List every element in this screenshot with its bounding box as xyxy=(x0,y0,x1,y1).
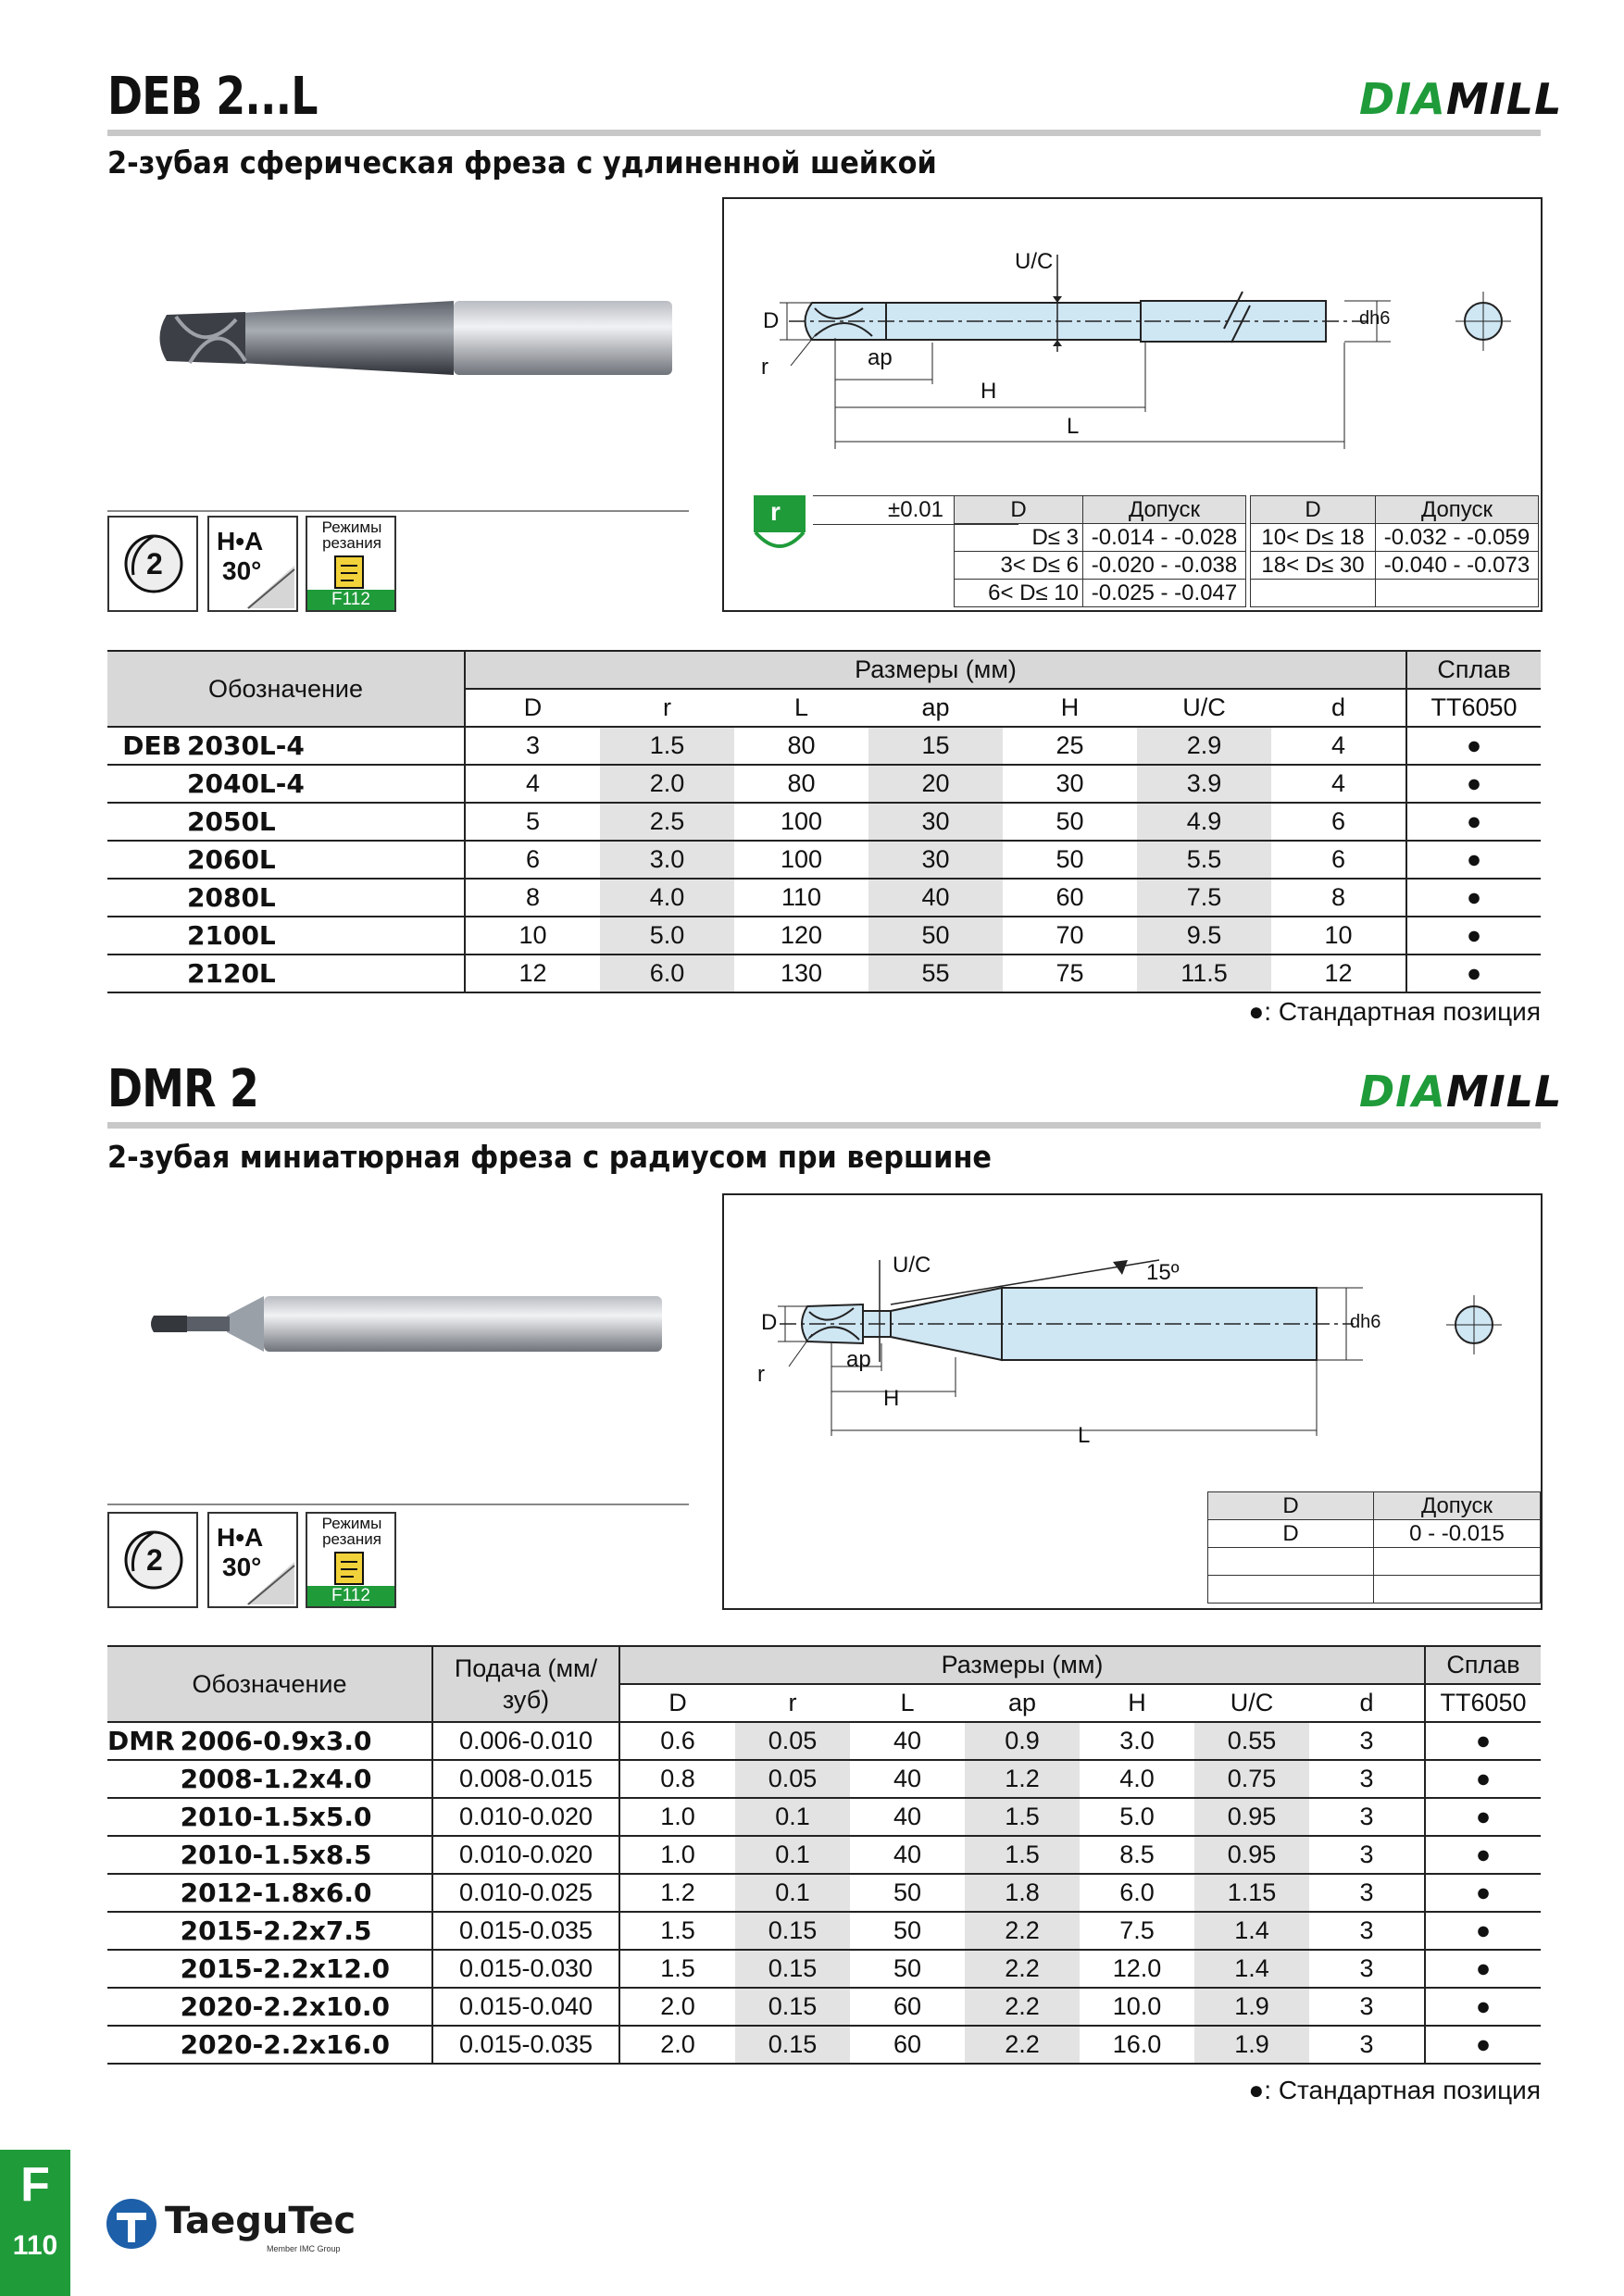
table-row xyxy=(107,1950,1541,1988)
standard-item-mark: ● xyxy=(1406,765,1541,803)
designation-prefix xyxy=(107,1988,181,2026)
standard-item-mark: ● xyxy=(1425,2026,1541,2064)
tol-range: 10< D≤ 18 xyxy=(1251,524,1376,552)
table-row xyxy=(107,841,1541,879)
dimension-cell: 2.5 xyxy=(600,803,734,841)
dmr-spec-table xyxy=(107,1645,1541,2065)
dimension-cell: 1.9 xyxy=(1194,1988,1309,2026)
dmr-cond-label: Режимы резания xyxy=(321,1515,382,1548)
col-header: TT6050 xyxy=(1406,689,1541,727)
dimension-cell: 20 xyxy=(868,765,1003,803)
dimension-cell: 70 xyxy=(1003,917,1137,955)
deb-tool-photo xyxy=(148,287,676,389)
dimension-cell: 50 xyxy=(850,1912,965,1950)
dimension-cell: 50 xyxy=(850,1874,965,1912)
dmr-h-grade: Сплав xyxy=(1425,1646,1541,1684)
dimension-cell: 3.9 xyxy=(1137,765,1271,803)
dimension-cell: 1.2 xyxy=(619,1874,735,1912)
deb-label-d: D xyxy=(763,308,780,333)
tol-value: -0.020 - -0.038 xyxy=(1083,552,1246,580)
deb-tol-col-tol: Допуск xyxy=(1376,496,1539,524)
deb-title-rule xyxy=(107,130,1541,136)
dimension-cell: 6 xyxy=(1271,803,1406,841)
feed-cell: 0.015-0.035 xyxy=(432,2026,619,2064)
deb-cond-label: Режимы резания xyxy=(321,518,382,552)
dimension-cell: 2.0 xyxy=(619,2026,735,2064)
section-tab xyxy=(0,2150,70,2296)
dimension-cell: 4 xyxy=(1271,727,1406,765)
dimension-cell: 80 xyxy=(734,727,868,765)
page-number: 110 xyxy=(12,2230,58,2261)
dimension-cell: 8 xyxy=(465,879,600,917)
dmr-label-r: r xyxy=(757,1362,765,1387)
table-row xyxy=(107,1760,1541,1798)
designation-prefix xyxy=(107,803,187,841)
dmr-label-angle: 15º xyxy=(1146,1260,1180,1285)
dimension-cell: 30 xyxy=(868,841,1003,879)
standard-item-mark: ● xyxy=(1406,841,1541,879)
dimension-cell: 5.5 xyxy=(1137,841,1271,879)
deb-cond-page: F112 xyxy=(307,590,394,610)
designation-prefix xyxy=(107,1798,181,1836)
dmr-tol-col-d: D xyxy=(1208,1492,1374,1520)
dimension-cell: 6.0 xyxy=(1080,1874,1194,1912)
designation-code: 2015-2.2x7.5 xyxy=(181,1912,432,1950)
designation-code: 2010-1.5x8.5 xyxy=(181,1836,432,1874)
dimension-cell: 3 xyxy=(1309,1836,1425,1874)
designation-prefix xyxy=(107,841,187,879)
dmr-h-designation: Обозначение xyxy=(107,1646,432,1722)
dimension-cell: 3 xyxy=(1309,1950,1425,1988)
dimension-cell: 0.15 xyxy=(735,2026,850,2064)
logo-prefix: DIA xyxy=(1359,74,1446,124)
deb-label-h: H xyxy=(981,379,997,404)
dimension-cell: 1.15 xyxy=(1194,1874,1309,1912)
taegutec-emblem-icon xyxy=(104,2196,159,2252)
dimension-cell: 5.0 xyxy=(1080,1798,1194,1836)
dimension-cell: 40 xyxy=(850,1760,965,1798)
dmr-label-h: H xyxy=(883,1386,900,1411)
col-header: ap xyxy=(868,689,1003,727)
dimension-cell: 1.2 xyxy=(965,1760,1080,1798)
feed-cell: 0.010-0.020 xyxy=(432,1836,619,1874)
dmr-tolerance-table xyxy=(1207,1491,1541,1603)
deb-label-uc: U/C xyxy=(1015,249,1054,274)
deb-r-tolerance: ±0.01 xyxy=(813,495,1018,525)
dimension-cell: 12 xyxy=(1271,955,1406,992)
dimension-cell: 40 xyxy=(850,1836,965,1874)
brand-logo xyxy=(1359,1067,1562,1117)
dimension-cell: 11.5 xyxy=(1137,955,1271,992)
dimension-cell: 0.15 xyxy=(735,1988,850,2026)
designation-code: 2010-1.5x5.0 xyxy=(181,1798,432,1836)
dmr-helix-angle: 30° xyxy=(222,1553,262,1581)
dimension-cell: 30 xyxy=(1003,765,1137,803)
col-header: U/C xyxy=(1137,689,1271,727)
dimension-cell: 40 xyxy=(850,1798,965,1836)
dimension-cell: 0.95 xyxy=(1194,1798,1309,1836)
designation-prefix xyxy=(107,1950,181,1988)
designation-prefix xyxy=(107,879,187,917)
dimension-cell: 80 xyxy=(734,765,868,803)
tol-range: 6< D≤ 10 xyxy=(955,580,1083,607)
dmr-subtitle: 2-зубая миниатюрная фреза с радиусом при вершине xyxy=(107,1139,993,1175)
tol-range xyxy=(1208,1576,1374,1603)
dimension-cell: 1.0 xyxy=(619,1798,735,1836)
dmr-cutting-conditions-icon xyxy=(306,1512,396,1608)
tol-value: -0.014 - -0.028 xyxy=(1083,524,1246,552)
designation-prefix xyxy=(107,765,187,803)
feed-cell: 0.008-0.015 xyxy=(432,1760,619,1798)
table-row xyxy=(107,2026,1541,2064)
dimension-cell: 0.1 xyxy=(735,1874,850,1912)
dimension-cell: 0.05 xyxy=(735,1722,850,1760)
col-header: TT6050 xyxy=(1425,1684,1541,1722)
dimension-cell: 9.5 xyxy=(1137,917,1271,955)
dimension-cell: 12 xyxy=(465,955,600,992)
deb-tolerance-table-right xyxy=(1250,495,1539,607)
deb-r-icon xyxy=(754,495,806,551)
tol-range: 3< D≤ 6 xyxy=(955,552,1083,580)
col-header: D xyxy=(465,689,600,727)
dimension-cell: 3 xyxy=(1309,1988,1425,2026)
table-row xyxy=(107,1836,1541,1874)
dmr-label-uc: U/C xyxy=(893,1253,931,1278)
dimension-cell: 1.5 xyxy=(619,1912,735,1950)
dimension-cell: 6 xyxy=(1271,841,1406,879)
feed-cell: 0.010-0.020 xyxy=(432,1798,619,1836)
designation-prefix xyxy=(107,955,187,992)
dimension-cell: 4.0 xyxy=(1080,1760,1194,1798)
dimension-cell: 5 xyxy=(465,803,600,841)
dimension-cell: 0.1 xyxy=(735,1798,850,1836)
dimension-cell: 4 xyxy=(1271,765,1406,803)
designation-code: 2060L xyxy=(187,841,465,879)
dmr-title-rule xyxy=(107,1122,1541,1129)
dmr-label-ap: ap xyxy=(846,1347,871,1372)
dimension-cell: 3.0 xyxy=(1080,1722,1194,1760)
col-header: U/C xyxy=(1194,1684,1309,1722)
standard-item-mark: ● xyxy=(1425,1950,1541,1988)
dimension-cell: 4.9 xyxy=(1137,803,1271,841)
col-header: L xyxy=(850,1684,965,1722)
dimension-cell: 3 xyxy=(1309,1760,1425,1798)
dimension-cell: 100 xyxy=(734,803,868,841)
deb-title: DEB 2...L xyxy=(107,67,318,127)
dmr-helix-label: H•A xyxy=(217,1523,264,1552)
deb-helix-icon xyxy=(207,516,298,612)
dimension-cell: 50 xyxy=(868,917,1003,955)
table-row xyxy=(107,1912,1541,1950)
tol-range: D xyxy=(1208,1520,1374,1548)
dimension-cell: 60 xyxy=(1003,879,1137,917)
designation-prefix xyxy=(107,917,187,955)
designation-code: 2020-2.2x16.0 xyxy=(181,2026,432,2064)
designation-prefix: DEB xyxy=(107,727,187,765)
dimension-cell: 0.95 xyxy=(1194,1836,1309,1874)
col-header: H xyxy=(1003,689,1137,727)
standard-item-mark: ● xyxy=(1425,1722,1541,1760)
dimension-cell: 50 xyxy=(850,1950,965,1988)
deb-drawing-box xyxy=(722,197,1543,612)
deb-flutes-count: 2 xyxy=(146,547,163,580)
dmr-drawing-box xyxy=(722,1193,1543,1610)
dimension-cell: 50 xyxy=(1003,803,1137,841)
dimension-cell: 2.2 xyxy=(965,1950,1080,1988)
table-row xyxy=(107,955,1541,992)
dimension-cell: 30 xyxy=(868,803,1003,841)
designation-prefix xyxy=(107,1836,181,1874)
dimension-cell: 100 xyxy=(734,841,868,879)
tol-value: -0.040 - -0.073 xyxy=(1376,552,1539,580)
dimension-cell: 25 xyxy=(1003,727,1137,765)
dimension-cell: 16.0 xyxy=(1080,2026,1194,2064)
dimension-cell: 60 xyxy=(850,2026,965,2064)
dimension-cell: 1.9 xyxy=(1194,2026,1309,2064)
dimension-cell: 3 xyxy=(1309,1798,1425,1836)
dimension-cell: 3 xyxy=(1309,2026,1425,2064)
designation-prefix xyxy=(107,1874,181,1912)
dmr-icon-rule xyxy=(107,1504,689,1505)
table-row xyxy=(107,1798,1541,1836)
dimension-cell: 40 xyxy=(868,879,1003,917)
dmr-cond-page: F112 xyxy=(307,1586,394,1606)
company-member-note: Member IMC Group xyxy=(267,2244,341,2253)
dimension-cell: 0.75 xyxy=(1194,1760,1309,1798)
logo-prefix: DIA xyxy=(1359,1067,1446,1117)
tol-range xyxy=(1208,1548,1374,1576)
logo-suffix: MILL xyxy=(1445,74,1563,124)
tol-value: -0.025 - -0.047 xyxy=(1083,580,1246,607)
deb-icon-rule xyxy=(107,510,689,512)
tol-range: 18< D≤ 30 xyxy=(1251,552,1376,580)
dimension-cell: 2.2 xyxy=(965,1912,1080,1950)
dimension-cell: 1.4 xyxy=(1194,1950,1309,1988)
dimension-cell: 3.0 xyxy=(600,841,734,879)
dimension-cell: 6 xyxy=(465,841,600,879)
designation-code: 2015-2.2x12.0 xyxy=(181,1950,432,1988)
designation-code: 2040L-4 xyxy=(187,765,465,803)
dimension-cell: 55 xyxy=(868,955,1003,992)
dmr-title: DMR 2 xyxy=(107,1059,259,1119)
tol-value: -0.032 - -0.059 xyxy=(1376,524,1539,552)
deb-spec-table xyxy=(107,650,1541,993)
standard-item-mark: ● xyxy=(1406,727,1541,765)
dmr-tol-col-tol: Допуск xyxy=(1374,1492,1541,1520)
standard-item-mark: ● xyxy=(1406,917,1541,955)
dmr-label-d: D xyxy=(761,1310,778,1335)
deb-r-label: r xyxy=(770,497,781,526)
col-header: D xyxy=(619,1684,735,1722)
standard-item-mark: ● xyxy=(1425,1874,1541,1912)
standard-item-mark: ● xyxy=(1425,1912,1541,1950)
dimension-cell: 7.5 xyxy=(1137,879,1271,917)
designation-code: 2030L-4 xyxy=(187,727,465,765)
dimension-cell: 10 xyxy=(465,917,600,955)
dmr-tool-photo xyxy=(148,1292,667,1356)
dimension-cell: 2.2 xyxy=(965,2026,1080,2064)
feed-cell: 0.015-0.040 xyxy=(432,1988,619,2026)
deb-flutes-icon xyxy=(107,516,198,612)
dimension-cell: 6.0 xyxy=(600,955,734,992)
deb-label-l: L xyxy=(1067,414,1080,439)
table-row xyxy=(107,917,1541,955)
dimension-cell: 5.0 xyxy=(600,917,734,955)
dimension-cell: 1.5 xyxy=(965,1798,1080,1836)
col-header: r xyxy=(735,1684,850,1722)
col-header: d xyxy=(1271,689,1406,727)
table-row xyxy=(107,879,1541,917)
deb-label-r: r xyxy=(761,355,768,380)
deb-tol-col-tol: Допуск xyxy=(1083,496,1246,524)
dimension-cell: 1.4 xyxy=(1194,1912,1309,1950)
designation-prefix xyxy=(107,2026,181,2064)
dimension-cell: 2.2 xyxy=(965,1988,1080,2026)
dimension-cell: 130 xyxy=(734,955,868,992)
section-letter: F xyxy=(20,2158,50,2212)
standard-item-mark: ● xyxy=(1406,803,1541,841)
tol-value xyxy=(1374,1548,1541,1576)
deb-helix-label: H•A xyxy=(217,527,264,555)
dimension-cell: 1.8 xyxy=(965,1874,1080,1912)
designation-code: 2020-2.2x10.0 xyxy=(181,1988,432,2026)
deb-cutting-conditions-icon xyxy=(306,516,396,612)
deb-h-dimensions: Размеры (мм) xyxy=(465,651,1406,689)
dimension-cell: 3 xyxy=(1309,1874,1425,1912)
col-header: r xyxy=(600,689,734,727)
dmr-flutes-count: 2 xyxy=(146,1543,163,1577)
col-header: ap xyxy=(965,1684,1080,1722)
dimension-cell: 0.6 xyxy=(619,1722,735,1760)
dimension-cell: 4 xyxy=(465,765,600,803)
dimension-cell: 0.55 xyxy=(1194,1722,1309,1760)
designation-code: 2080L xyxy=(187,879,465,917)
standard-item-mark: ● xyxy=(1425,1836,1541,1874)
logo-suffix: MILL xyxy=(1445,1067,1563,1117)
designation-code: 2120L xyxy=(187,955,465,992)
standard-item-mark: ● xyxy=(1406,879,1541,917)
dmr-legend-note: ●: Стандартная позиция xyxy=(1248,2076,1541,2104)
deb-label-dh6: dh6 xyxy=(1359,308,1391,329)
designation-prefix xyxy=(107,1912,181,1950)
deb-tolerance-table-left xyxy=(954,495,1246,607)
deb-h-grade: Сплав xyxy=(1406,651,1541,689)
dimension-cell: 0.1 xyxy=(735,1836,850,1874)
dimension-cell: 12.0 xyxy=(1080,1950,1194,1988)
feed-cell: 0.015-0.030 xyxy=(432,1950,619,1988)
table-row xyxy=(107,1722,1541,1760)
dmr-flutes-icon xyxy=(107,1512,198,1608)
designation-code: 2012-1.8x6.0 xyxy=(181,1874,432,1912)
dimension-cell: 50 xyxy=(1003,841,1137,879)
dimension-cell: 7.5 xyxy=(1080,1912,1194,1950)
designation-code: 2006-0.9x3.0 xyxy=(181,1722,432,1760)
dmr-label-dh6: dh6 xyxy=(1350,1312,1381,1332)
dmr-label-l: L xyxy=(1078,1423,1091,1448)
dimension-cell: 0.15 xyxy=(735,1912,850,1950)
dmr-helix-icon xyxy=(207,1512,298,1608)
standard-item-mark: ● xyxy=(1425,1760,1541,1798)
feed-cell: 0.010-0.025 xyxy=(432,1874,619,1912)
col-header: L xyxy=(734,689,868,727)
dimension-cell: 2.9 xyxy=(1137,727,1271,765)
deb-legend-note: ●: Стандартная позиция xyxy=(1248,997,1541,1026)
dmr-h-feed: Подача (мм/зуб) xyxy=(432,1646,619,1722)
tol-range xyxy=(1251,580,1376,607)
dimension-cell: 1.5 xyxy=(600,727,734,765)
dimension-cell: 3 xyxy=(1309,1722,1425,1760)
table-row xyxy=(107,803,1541,841)
deb-tol-col-d: D xyxy=(1251,496,1376,524)
dimension-cell: 0.15 xyxy=(735,1950,850,1988)
deb-tol-col-d: D xyxy=(955,496,1083,524)
standard-item-mark: ● xyxy=(1406,955,1541,992)
designation-prefix xyxy=(107,1760,181,1798)
dimension-cell: 1.5 xyxy=(619,1950,735,1988)
tol-value xyxy=(1376,580,1539,607)
designation-prefix: DMR xyxy=(107,1722,181,1760)
standard-item-mark: ● xyxy=(1425,1798,1541,1836)
dimension-cell: 1.5 xyxy=(965,1836,1080,1874)
dimension-cell: 40 xyxy=(850,1722,965,1760)
table-row xyxy=(107,765,1541,803)
tol-value xyxy=(1374,1576,1541,1603)
dimension-cell: 10 xyxy=(1271,917,1406,955)
dimension-cell: 2.0 xyxy=(619,1988,735,2026)
tol-value: 0 - -0.015 xyxy=(1374,1520,1541,1548)
dimension-cell: 15 xyxy=(868,727,1003,765)
dimension-cell: 3 xyxy=(465,727,600,765)
table-row xyxy=(107,727,1541,765)
col-header: H xyxy=(1080,1684,1194,1722)
dimension-cell: 0.8 xyxy=(619,1760,735,1798)
feed-cell: 0.006-0.010 xyxy=(432,1722,619,1760)
dimension-cell: 4.0 xyxy=(600,879,734,917)
standard-item-mark: ● xyxy=(1425,1988,1541,2026)
brand-logo xyxy=(1359,74,1562,124)
designation-code: 2100L xyxy=(187,917,465,955)
dimension-cell: 0.05 xyxy=(735,1760,850,1798)
dimension-cell: 8.5 xyxy=(1080,1836,1194,1874)
designation-code: 2008-1.2x4.0 xyxy=(181,1760,432,1798)
col-header: d xyxy=(1309,1684,1425,1722)
table-row xyxy=(107,1874,1541,1912)
deb-h-designation: Обозначение xyxy=(107,651,465,727)
feed-cell: 0.015-0.035 xyxy=(432,1912,619,1950)
dimension-cell: 110 xyxy=(734,879,868,917)
designation-code: 2050L xyxy=(187,803,465,841)
dimension-cell: 1.0 xyxy=(619,1836,735,1874)
dimension-cell: 75 xyxy=(1003,955,1137,992)
deb-subtitle: 2-зубая сферическая фреза с удлиненной шейкой xyxy=(107,144,937,181)
dimension-cell: 3 xyxy=(1309,1912,1425,1950)
dimension-cell: 0.9 xyxy=(965,1722,1080,1760)
dimension-cell: 60 xyxy=(850,1988,965,2026)
dimension-cell: 2.0 xyxy=(600,765,734,803)
dmr-h-dimensions: Размеры (мм) xyxy=(619,1646,1425,1684)
deb-helix-angle: 30° xyxy=(222,556,262,585)
dimension-cell: 8 xyxy=(1271,879,1406,917)
company-name: TaeguTec xyxy=(165,2200,356,2242)
table-row xyxy=(107,1988,1541,2026)
dimension-cell: 120 xyxy=(734,917,868,955)
dimension-cell: 10.0 xyxy=(1080,1988,1194,2026)
tol-range: D≤ 3 xyxy=(955,524,1083,552)
deb-label-ap: ap xyxy=(868,345,893,370)
